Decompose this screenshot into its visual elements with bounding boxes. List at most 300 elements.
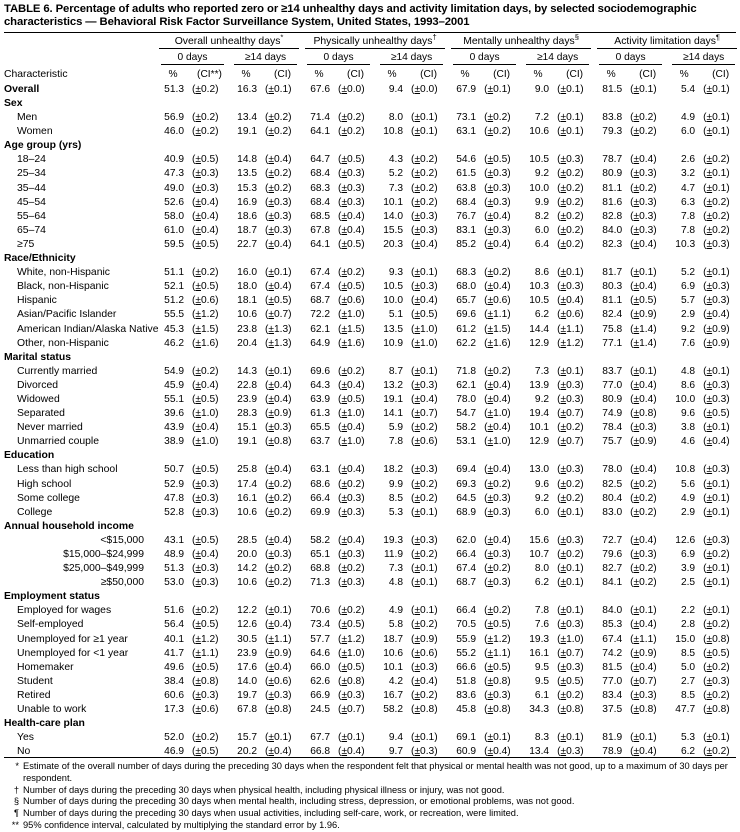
cell-ci: (±0.1) bbox=[703, 478, 730, 490]
cell-ci: (±0.2) bbox=[703, 661, 730, 673]
cell-percent: 47.3 bbox=[164, 168, 184, 180]
cell-percent: 83.8 bbox=[602, 112, 623, 124]
cell-percent: 49.6 bbox=[164, 661, 184, 673]
cell-percent: 43.1 bbox=[164, 534, 184, 546]
cell-ci: (±0.5) bbox=[192, 619, 219, 631]
row-label: Homemaker bbox=[17, 661, 74, 673]
footnote-marker: ** bbox=[11, 819, 19, 830]
cell-ci: (±0.8) bbox=[557, 704, 584, 716]
cell-percent: 51.1 bbox=[164, 267, 184, 279]
cell-percent: 79.3 bbox=[602, 126, 623, 138]
cell-percent: 67.4 bbox=[310, 267, 331, 279]
cell-percent: 85.2 bbox=[456, 238, 477, 250]
cell-percent: 47.8 bbox=[164, 492, 184, 504]
cell-percent: 81.6 bbox=[602, 196, 623, 208]
cell-percent: 15.0 bbox=[675, 633, 696, 645]
row-label: Never married bbox=[17, 422, 83, 434]
cell-percent: 10.3 bbox=[529, 281, 550, 293]
cell-ci: (±0.3) bbox=[411, 534, 438, 546]
cell-percent: 2.8 bbox=[680, 619, 696, 631]
cell-percent: 10.1 bbox=[383, 196, 404, 208]
cell-ci: (±0.3) bbox=[484, 182, 511, 194]
cell-ci: (±0.2) bbox=[484, 267, 511, 279]
cell-ci: (±0.1) bbox=[703, 83, 730, 95]
table-row bbox=[4, 123, 740, 137]
cell-percent: 4.2 bbox=[388, 675, 404, 687]
cell-percent: 51.8 bbox=[456, 675, 477, 687]
cell-percent: 84.0 bbox=[602, 224, 623, 236]
cell-ci: (±0.4) bbox=[630, 393, 657, 405]
cell-ci: (±0.8) bbox=[630, 408, 657, 420]
cell-ci: (±0.9) bbox=[630, 647, 657, 659]
cell-percent: 6.2 bbox=[534, 577, 550, 589]
cell-percent: 81.9 bbox=[602, 732, 623, 744]
cell-percent: 7.8 bbox=[680, 210, 696, 222]
cell-ci: (±1.1) bbox=[265, 633, 292, 645]
cell-percent: 6.9 bbox=[680, 549, 696, 560]
cell-percent: 10.7 bbox=[529, 549, 550, 560]
table-row bbox=[4, 616, 740, 630]
table-section-header bbox=[4, 588, 740, 602]
cell-ci: (±0.2) bbox=[338, 112, 365, 124]
cell-ci: (±0.1) bbox=[411, 732, 438, 744]
footnote-marker: * bbox=[280, 32, 284, 42]
cell-ci: (±0.9) bbox=[265, 408, 292, 420]
row-label: Unemployed for <1 year bbox=[17, 647, 129, 659]
cell-percent: 17.3 bbox=[164, 704, 184, 716]
cell-percent: 63.7 bbox=[310, 436, 331, 448]
cell-ci: (±0.3) bbox=[703, 295, 730, 307]
unit-header: % bbox=[168, 68, 178, 80]
table-row bbox=[4, 659, 740, 673]
cell-percent: 10.6 bbox=[237, 577, 257, 589]
cell-ci: (±0.1) bbox=[265, 732, 292, 744]
characteristic-header: Characteristic bbox=[4, 68, 68, 80]
cell-percent: 56.4 bbox=[164, 619, 184, 631]
cell-percent: 17.6 bbox=[237, 661, 257, 673]
cell-ci: (±0.1) bbox=[411, 126, 438, 138]
cell-ci: (±0.4) bbox=[265, 464, 292, 476]
cell-ci: (±0.4) bbox=[265, 393, 292, 405]
section-label: Health-care plan bbox=[4, 718, 85, 730]
cell-percent: 18.6 bbox=[237, 210, 257, 222]
row-label: White, non-Hispanic bbox=[17, 267, 110, 279]
cell-percent: 51.3 bbox=[164, 563, 184, 575]
cell-percent: 14.3 bbox=[237, 365, 257, 377]
cell-ci: (±0.8) bbox=[484, 675, 511, 687]
cell-percent: 3.2 bbox=[680, 168, 696, 180]
cell-ci: (±1.0) bbox=[411, 337, 438, 349]
footnote bbox=[6, 808, 735, 820]
table-row bbox=[4, 335, 740, 349]
cell-percent: 9.2 bbox=[534, 393, 550, 405]
cell-ci: (±0.2) bbox=[703, 746, 730, 758]
cell-ci: (±0.1) bbox=[557, 112, 584, 124]
cell-percent: 7.6 bbox=[680, 337, 696, 349]
row-label: Less than high school bbox=[17, 464, 118, 476]
table-title-line2: characteristics — Behavioral Risk Factor Surveillance System, United States, 1993–2001 bbox=[4, 16, 470, 29]
cell-ci: (±0.1) bbox=[557, 83, 584, 95]
cell-percent: 38.9 bbox=[164, 436, 184, 448]
cell-ci: (±0.1) bbox=[557, 365, 584, 377]
cell-percent: 83.7 bbox=[602, 365, 623, 377]
cell-percent: 67.9 bbox=[456, 83, 477, 95]
cell-percent: 16.0 bbox=[237, 267, 257, 279]
cell-percent: 71.4 bbox=[310, 112, 331, 124]
cell-ci: (±1.2) bbox=[338, 633, 365, 645]
cell-percent: 48.9 bbox=[164, 549, 184, 560]
cell-ci: (±0.6) bbox=[192, 295, 219, 307]
cell-ci: (±0.9) bbox=[703, 337, 730, 349]
cell-ci: (±0.1) bbox=[703, 126, 730, 138]
subheader-0: 0 days bbox=[156, 50, 229, 65]
cell-percent: 4.9 bbox=[388, 605, 404, 617]
row-label: 65–74 bbox=[17, 224, 46, 236]
cell-percent: 20.4 bbox=[237, 337, 257, 349]
cell-percent: 46.9 bbox=[164, 746, 184, 758]
cell-percent: 6.0 bbox=[680, 126, 696, 138]
cell-percent: 75.8 bbox=[602, 323, 623, 335]
cell-percent: 57.7 bbox=[310, 633, 331, 645]
cell-percent: 68.8 bbox=[310, 563, 331, 575]
section-label: Sex bbox=[4, 98, 23, 109]
cell-percent: 14.1 bbox=[383, 408, 404, 420]
cell-percent: 78.0 bbox=[456, 393, 477, 405]
cell-percent: 4.3 bbox=[388, 154, 404, 166]
footnote-marker: † bbox=[432, 32, 437, 42]
cell-ci: (±0.3) bbox=[484, 196, 511, 208]
cell-percent: 3.8 bbox=[680, 422, 696, 434]
cell-percent: 9.6 bbox=[680, 408, 696, 420]
table-row bbox=[4, 532, 740, 546]
group-header-mental: Mentally unhealthy days§ bbox=[448, 33, 594, 50]
cell-ci: (±0.2) bbox=[557, 549, 584, 560]
cell-ci: (±0.1) bbox=[338, 732, 365, 744]
cell-percent: 68.7 bbox=[310, 295, 331, 307]
cell-percent: 14.2 bbox=[237, 563, 257, 575]
cell-ci: (±0.4) bbox=[192, 210, 219, 222]
cell-ci: (±0.4) bbox=[265, 281, 292, 293]
cell-percent: 12.2 bbox=[237, 605, 257, 617]
cell-percent: 6.0 bbox=[534, 224, 550, 236]
cell-percent: 60.9 bbox=[456, 746, 477, 758]
cell-percent: 69.4 bbox=[456, 464, 477, 476]
cell-percent: 7.8 bbox=[534, 605, 550, 617]
cell-percent: 19.1 bbox=[237, 436, 257, 448]
cell-ci: (±0.5) bbox=[338, 238, 365, 250]
unit-header: (CI) bbox=[566, 68, 584, 80]
cell-percent: 82.7 bbox=[602, 563, 623, 575]
cell-ci: (±0.1) bbox=[703, 182, 730, 194]
cell-ci: (±0.2) bbox=[265, 506, 292, 518]
cell-percent: 52.1 bbox=[164, 281, 184, 293]
cell-ci: (±0.2) bbox=[411, 182, 438, 194]
cell-percent: 67.4 bbox=[456, 563, 477, 575]
cell-ci: (±0.2) bbox=[411, 154, 438, 166]
cell-percent: 9.6 bbox=[534, 478, 550, 490]
subheader-7: ≥14 days bbox=[667, 50, 740, 65]
cell-percent: 60.6 bbox=[164, 689, 184, 701]
cell-ci: (±0.5) bbox=[192, 393, 219, 405]
row-label: Separated bbox=[17, 408, 65, 420]
footnote-text: Number of days during the preceding 30 days when usual activities, including self-care, work, or recreation, were limited. bbox=[23, 808, 519, 819]
cell-ci: (±0.4) bbox=[338, 534, 365, 546]
cell-ci: (±0.8) bbox=[265, 436, 292, 448]
cell-ci: (±0.1) bbox=[703, 506, 730, 518]
cell-percent: 81.1 bbox=[602, 182, 623, 194]
cell-percent: 77.0 bbox=[602, 675, 623, 687]
cell-ci: (±0.3) bbox=[484, 577, 511, 589]
cell-percent: 9.9 bbox=[534, 196, 550, 208]
cell-percent: 67.7 bbox=[310, 732, 331, 744]
cell-percent: 66.4 bbox=[456, 549, 477, 560]
cell-ci: (±0.5) bbox=[338, 619, 365, 631]
cell-percent: 7.2 bbox=[534, 112, 550, 124]
table-title bbox=[0, 0, 740, 32]
cell-percent: 80.3 bbox=[602, 281, 623, 293]
subheader-4: 0 days bbox=[448, 50, 521, 65]
cell-percent: 34.3 bbox=[529, 704, 550, 716]
cell-ci: (±1.2) bbox=[557, 337, 584, 349]
cell-ci: (±0.4) bbox=[338, 746, 365, 758]
cell-percent: 10.5 bbox=[383, 281, 404, 293]
cell-ci: (±0.2) bbox=[338, 563, 365, 575]
cell-ci: (±0.3) bbox=[703, 379, 730, 391]
cell-ci: (±0.4) bbox=[192, 224, 219, 236]
cell-percent: 4.9 bbox=[680, 112, 696, 124]
cell-ci: (±0.2) bbox=[630, 478, 657, 490]
cell-ci: (±0.2) bbox=[265, 577, 292, 589]
cell-ci: (±0.3) bbox=[557, 661, 584, 673]
cell-ci: (±0.1) bbox=[703, 112, 730, 124]
cell-percent: 5.7 bbox=[680, 295, 696, 307]
cell-ci: (±1.6) bbox=[484, 337, 511, 349]
row-label: Black, non-Hispanic bbox=[17, 281, 109, 293]
cell-ci: (±1.1) bbox=[630, 633, 657, 645]
cell-percent: 13.4 bbox=[529, 746, 550, 758]
section-label: Age group (yrs) bbox=[4, 140, 82, 152]
cell-ci: (±0.4) bbox=[411, 295, 438, 307]
cell-ci: (±0.1) bbox=[557, 563, 584, 575]
cell-ci: (±0.1) bbox=[557, 126, 584, 138]
cell-ci: (±0.3) bbox=[703, 534, 730, 546]
cell-ci: (±0.1) bbox=[411, 506, 438, 518]
cell-percent: 67.4 bbox=[602, 633, 623, 645]
row-label: Unmarried couple bbox=[17, 436, 100, 448]
cell-percent: 5.6 bbox=[680, 478, 696, 490]
table-row bbox=[4, 461, 740, 475]
cell-percent: 10.5 bbox=[529, 154, 550, 166]
cell-ci: (±0.4) bbox=[630, 661, 657, 673]
table-row bbox=[4, 208, 740, 222]
table-row bbox=[4, 292, 740, 306]
table-section-header bbox=[4, 349, 740, 363]
cell-percent: 10.6 bbox=[383, 647, 404, 659]
cell-ci: (±0.3) bbox=[557, 746, 584, 758]
cell-percent: 69.6 bbox=[310, 365, 331, 377]
header-group-row bbox=[4, 33, 740, 50]
cell-percent: 19.3 bbox=[383, 534, 404, 546]
cell-percent: 54.9 bbox=[164, 365, 184, 377]
row-label: Unable to work bbox=[17, 704, 87, 716]
cell-percent: 56.9 bbox=[164, 112, 184, 124]
cell-percent: 9.2 bbox=[534, 168, 550, 180]
cell-ci: (±0.2) bbox=[484, 605, 511, 617]
row-label: Retired bbox=[17, 689, 51, 701]
cell-percent: 72.7 bbox=[602, 534, 623, 546]
cell-percent: 7.3 bbox=[534, 365, 550, 377]
footnotes bbox=[6, 761, 735, 831]
cell-ci: (±1.2) bbox=[192, 309, 219, 321]
cell-ci: (±0.2) bbox=[557, 422, 584, 434]
cell-ci: (±0.3) bbox=[484, 168, 511, 180]
cell-percent: 58.2 bbox=[456, 422, 477, 434]
footnote bbox=[6, 761, 735, 784]
cell-percent: 18.7 bbox=[383, 633, 404, 645]
header-unit-row bbox=[4, 65, 740, 81]
row-label: ≥75 bbox=[17, 238, 35, 250]
cell-ci: (±0.1) bbox=[484, 732, 511, 744]
cell-ci: (±0.0) bbox=[411, 83, 438, 95]
cell-ci: (±0.3) bbox=[630, 168, 657, 180]
cell-ci: (±0.3) bbox=[703, 238, 730, 250]
cell-ci: (±0.4) bbox=[265, 238, 292, 250]
row-label: Widowed bbox=[17, 393, 60, 405]
cell-percent: 76.7 bbox=[456, 210, 477, 222]
cell-percent: 23.8 bbox=[237, 323, 257, 335]
cell-ci: (±0.4) bbox=[703, 436, 730, 448]
cell-ci: (±1.5) bbox=[192, 323, 219, 335]
cell-percent: 40.9 bbox=[164, 154, 184, 166]
cell-percent: 15.5 bbox=[383, 224, 404, 236]
subheader-6: 0 days bbox=[594, 50, 667, 65]
cell-percent: 13.4 bbox=[237, 112, 257, 124]
cell-ci: (±0.3) bbox=[557, 393, 584, 405]
cell-percent: 58.2 bbox=[383, 704, 404, 716]
cell-ci: (±1.6) bbox=[192, 337, 219, 349]
cell-ci: (±0.4) bbox=[265, 619, 292, 631]
cell-percent: 62.1 bbox=[310, 323, 331, 335]
cell-ci: (±0.3) bbox=[192, 577, 219, 589]
cell-percent: 70.5 bbox=[456, 619, 477, 631]
cell-percent: 71.3 bbox=[310, 577, 331, 589]
cell-percent: 68.9 bbox=[456, 506, 477, 518]
cell-percent: 68.0 bbox=[456, 281, 477, 293]
cell-percent: 64.1 bbox=[310, 238, 331, 250]
cell-percent: 62.2 bbox=[456, 337, 477, 349]
table-row bbox=[4, 194, 740, 208]
cell-percent: 13.5 bbox=[237, 168, 257, 180]
cell-ci: (±0.7) bbox=[557, 408, 584, 420]
cell-percent: 69.1 bbox=[456, 732, 477, 744]
cell-percent: 39.6 bbox=[164, 408, 184, 420]
cell-ci: (±0.4) bbox=[338, 464, 365, 476]
cell-percent: 80.9 bbox=[602, 393, 623, 405]
cell-ci: (±1.5) bbox=[338, 323, 365, 335]
cell-percent: 80.9 bbox=[602, 168, 623, 180]
table-title-line1: TABLE 6. Percentage of adults who reported zero or ≥14 unhealthy days and activity limitation days, by selected sociodemographic bbox=[4, 3, 697, 15]
cell-percent: 10.6 bbox=[529, 126, 550, 138]
cell-ci: (±0.5) bbox=[484, 661, 511, 673]
cell-ci: (±0.2) bbox=[557, 182, 584, 194]
cell-percent: 10.6 bbox=[237, 309, 257, 321]
cell-percent: 51.6 bbox=[164, 605, 184, 617]
cell-ci: (±1.5) bbox=[484, 323, 511, 335]
subheader-3: ≥14 days bbox=[375, 50, 448, 65]
table-row bbox=[4, 363, 740, 377]
cell-ci: (±0.1) bbox=[411, 563, 438, 575]
cell-ci: (±0.5) bbox=[557, 675, 584, 687]
cell-ci: (±0.7) bbox=[265, 309, 292, 321]
table-row bbox=[4, 236, 740, 250]
cell-ci: (±0.2) bbox=[411, 478, 438, 490]
cell-ci: (±0.2) bbox=[484, 478, 511, 490]
unit-header: (CI) bbox=[274, 68, 292, 80]
table-bottom-rule bbox=[4, 757, 736, 758]
cell-percent: 69.3 bbox=[456, 478, 477, 490]
cell-ci: (±0.8) bbox=[338, 675, 365, 687]
cell-ci: (±0.2) bbox=[192, 267, 219, 279]
cell-ci: (±0.2) bbox=[703, 549, 730, 560]
unit-header: (CI) bbox=[639, 68, 657, 80]
footnote-text: 95% confidence interval, calculated by multiplying the standard error by 1.96. bbox=[23, 819, 340, 830]
cell-ci: (±0.7) bbox=[411, 408, 438, 420]
cell-percent: 77.0 bbox=[602, 379, 623, 391]
cell-percent: 66.0 bbox=[310, 661, 331, 673]
cell-ci: (±0.8) bbox=[703, 633, 730, 645]
cell-percent: 5.2 bbox=[388, 168, 404, 180]
cell-ci: (±0.3) bbox=[557, 281, 584, 293]
cell-percent: 66.8 bbox=[310, 746, 331, 758]
cell-ci: (±0.3) bbox=[411, 281, 438, 293]
cell-ci: (±0.2) bbox=[265, 182, 292, 194]
cell-percent: 16.3 bbox=[237, 83, 257, 95]
cell-ci: (±0.2) bbox=[703, 224, 730, 236]
cell-ci: (±0.3) bbox=[338, 577, 365, 589]
cell-ci: (±0.4) bbox=[484, 210, 511, 222]
cell-ci: (±0.3) bbox=[703, 464, 730, 476]
cell-ci: (±0.3) bbox=[557, 154, 584, 166]
cell-percent: 55.2 bbox=[456, 647, 477, 659]
footnote-marker: † bbox=[13, 784, 19, 795]
table-section-header bbox=[4, 250, 740, 264]
cell-percent: 52.0 bbox=[164, 732, 184, 744]
cell-percent: 68.4 bbox=[310, 196, 331, 208]
cell-ci: (±0.9) bbox=[411, 633, 438, 645]
row-label: 35–44 bbox=[17, 182, 46, 194]
cell-percent: 68.3 bbox=[310, 182, 331, 194]
cell-percent: 6.9 bbox=[680, 281, 696, 293]
cell-percent: 43.9 bbox=[164, 422, 184, 434]
cell-percent: 5.2 bbox=[680, 267, 696, 279]
cell-ci: (±0.3) bbox=[411, 464, 438, 476]
cell-ci: (±0.3) bbox=[265, 224, 292, 236]
cell-ci: (±0.1) bbox=[630, 267, 657, 279]
cell-ci: (±0.2) bbox=[557, 492, 584, 504]
cell-percent: 73.4 bbox=[310, 619, 331, 631]
table-row bbox=[4, 306, 740, 320]
cell-ci: (±0.1) bbox=[703, 732, 730, 744]
cell-ci: (±0.3) bbox=[484, 492, 511, 504]
table-row bbox=[4, 687, 740, 701]
cell-percent: 80.4 bbox=[602, 492, 623, 504]
cell-ci: (±0.2) bbox=[630, 126, 657, 138]
cell-ci: (±0.4) bbox=[630, 619, 657, 631]
cell-percent: 2.9 bbox=[680, 506, 696, 518]
cell-ci: (±0.5) bbox=[338, 281, 365, 293]
cell-ci: (±0.3) bbox=[192, 168, 219, 180]
cell-ci: (±0.2) bbox=[484, 112, 511, 124]
